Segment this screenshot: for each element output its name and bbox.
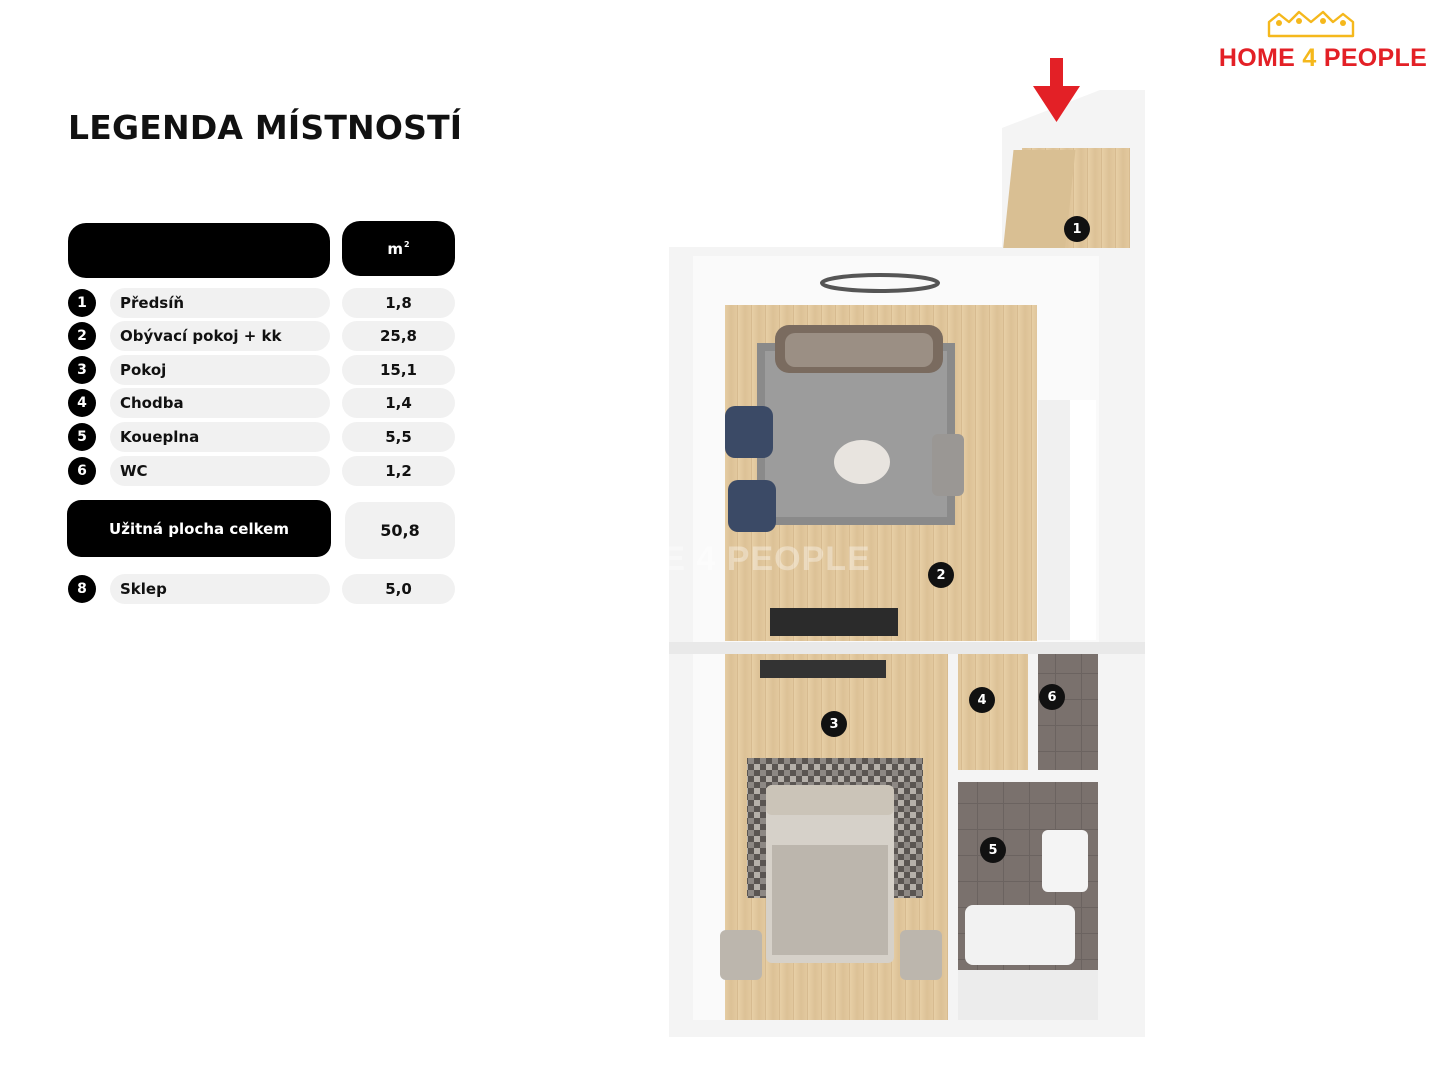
room-badge: 6 bbox=[1039, 684, 1065, 710]
room-area: 15,1 bbox=[342, 355, 455, 385]
room-number: 8 bbox=[68, 575, 96, 603]
room-name: Chodba bbox=[110, 388, 330, 418]
room-number: 5 bbox=[68, 423, 96, 451]
table-row-extra bbox=[68, 574, 456, 604]
room-badge: 4 bbox=[969, 687, 995, 713]
table-row bbox=[68, 456, 456, 486]
room-number: 6 bbox=[68, 457, 96, 485]
room-area: 5,0 bbox=[342, 574, 455, 604]
room-area: 1,4 bbox=[342, 388, 455, 418]
room-number: 4 bbox=[68, 389, 96, 417]
room-badge: 3 bbox=[821, 711, 847, 737]
watermark: HOME 4 PEOPLE bbox=[580, 540, 871, 578]
room-name: Obývací pokoj + kk bbox=[110, 321, 330, 351]
room-name: Sklep bbox=[110, 574, 330, 604]
table-row bbox=[68, 355, 456, 385]
room-name: Pokoj bbox=[110, 355, 330, 385]
total-label: Užitná plocha celkem bbox=[67, 500, 331, 557]
table-row bbox=[68, 288, 456, 318]
table-row bbox=[68, 321, 456, 351]
total-value: 50,8 bbox=[345, 502, 455, 559]
room-name: WC bbox=[110, 456, 330, 486]
room-number: 3 bbox=[68, 356, 96, 384]
brand-name: HOME 4 PEOPLE bbox=[1218, 44, 1428, 72]
brand-logo bbox=[1218, 6, 1428, 72]
table-header-name bbox=[68, 223, 330, 278]
room-badge: 2 bbox=[928, 562, 954, 588]
room-number: 1 bbox=[68, 289, 96, 317]
table-row bbox=[68, 388, 456, 418]
table-row bbox=[68, 422, 456, 452]
room-badge: 5 bbox=[980, 837, 1006, 863]
table-header-unit: m $^2$ bbox=[342, 221, 455, 276]
room-name: Koueplna bbox=[110, 422, 330, 452]
room-name: Předsíň bbox=[110, 288, 330, 318]
room-area: 1,2 bbox=[342, 456, 455, 486]
room-area: 25,8 bbox=[342, 321, 455, 351]
room-area: 5,5 bbox=[342, 422, 455, 452]
room-badge: 1 bbox=[1064, 216, 1090, 242]
room-number: 2 bbox=[68, 322, 96, 350]
room-area: 1,8 bbox=[342, 288, 455, 318]
page-title: LEGENDA MÍSTNOSTÍ bbox=[68, 108, 463, 147]
house-crown-icon bbox=[1263, 6, 1359, 40]
